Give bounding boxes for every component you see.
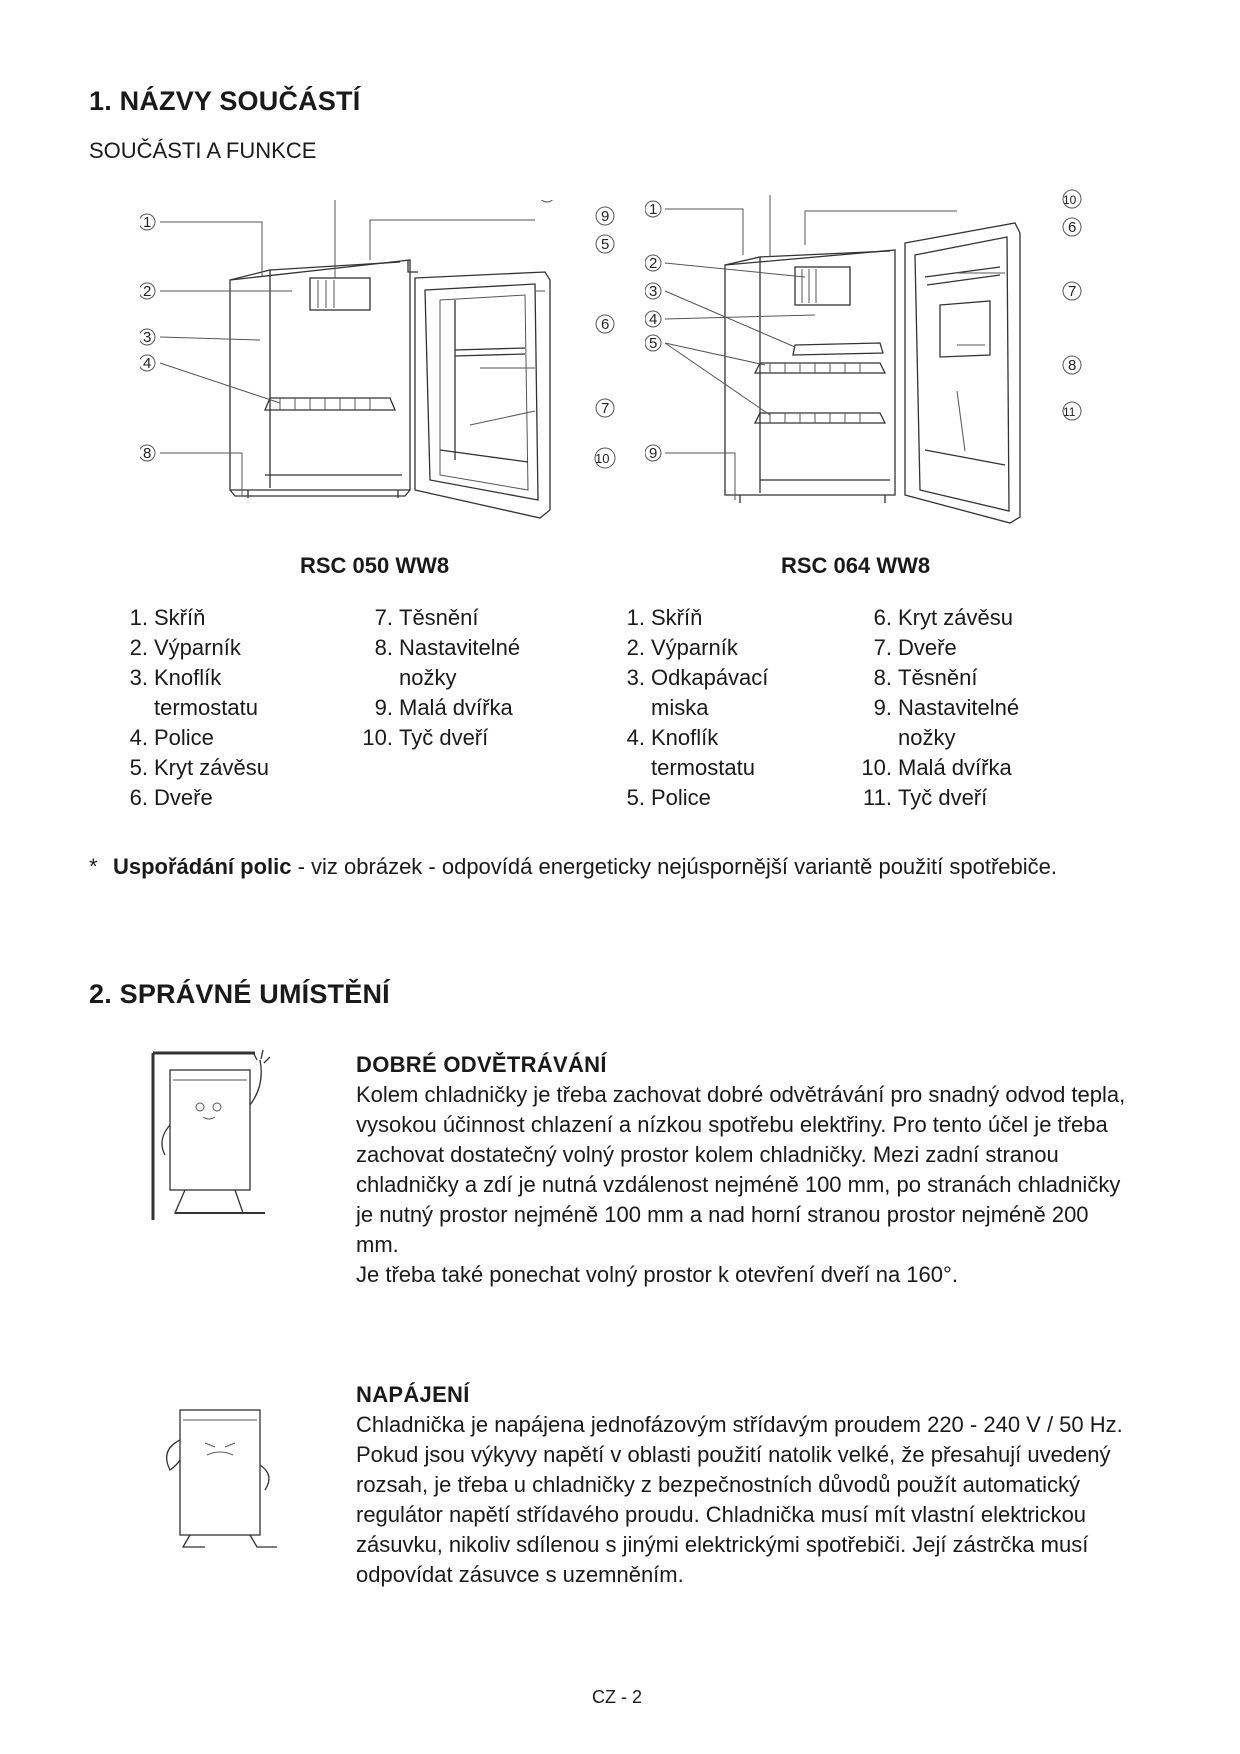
list-item: 10. Tyč dveří: [362, 725, 489, 750]
callout-r11: 11: [1063, 405, 1076, 419]
cabinet-drawing-2: [725, 223, 1020, 523]
fridge-diagram-rsc064-callouts: [1052, 185, 1096, 455]
fridge-power-illustration: [155, 1395, 285, 1555]
power-title: NAPÁJENÍ: [356, 1382, 470, 1407]
callout-r3: 3: [649, 283, 658, 300]
callout-r4: 4: [649, 311, 658, 328]
section1-title: 1. NÁZVY SOUČÁSTÍ: [89, 86, 361, 116]
callout-8: 8: [143, 445, 152, 462]
model-name-rsc064: RSC 064 WW8: [781, 553, 931, 578]
list-item: 10. Malá dvířka: [861, 755, 1012, 780]
list-item: 9. Malá dvířka: [374, 695, 513, 720]
model-name-rsc050: RSC 050 WW8: [300, 553, 450, 578]
callout-4: 4: [143, 355, 152, 372]
list-item: 11. Tyč dveří: [863, 785, 988, 810]
ventilation-text: Kolem chladničky je třeba zachovat dobré odvětrávání pro snadný odvod tepla, vysokou účinnost chlazení a nízkou spotřebu elektřiny. Pro tento účel je třeba zachovat dostatečný volný prostor kolem chladničky. Mezi zadní stranou chladničky a zdí je nutná vzdálenost nejméně 100 mm, po stranách chladničky je nutný prostor nejméně 100 mm a nad horní stranou prostor nejméně 200 mm. Je třeba také ponechat volný prostor k otevření dveří na 160°.: [356, 1082, 1126, 1287]
callout-r6: 6: [1068, 219, 1077, 236]
list-item: 9. Nastavitelné nožky: [873, 695, 1020, 750]
parts-list-rsc064-col2: [852, 603, 1092, 813]
list-item: 3. Knoflík termostatu: [129, 665, 258, 720]
list-item: 7. Těsnění: [374, 605, 479, 630]
list-item: 6. Kryt závěsu: [873, 605, 1013, 630]
list-item: 5. Police: [626, 785, 711, 810]
list-item: 8. Nastavitelné nožky: [374, 635, 521, 690]
power-text: Chladnička je napájena jednofázovým střídavým proudem 220 - 240 V / 50 Hz. Pokud jsou výkyvy napětí v oblasti použití natolik velké, že přesahují uvedený rozsah, je třeba u chladničky z bezpečnostních důvodů použít automatický regulátor napětí střídavého proudu. Chladnička musí mít vlastní elektrickou zásuvku, nikoliv sdílenou s jinými elektrickými spotřebiči. Její zástrčka musí odpovídat zásuvce s uzemněním.: [356, 1412, 1123, 1587]
left-callout-labels: [140, 200, 555, 462]
callout-1: 1: [143, 214, 152, 231]
callout-9: 9: [601, 208, 610, 225]
list-item: 2. Výparník: [626, 635, 738, 660]
list-item: 5. Kryt závěsu: [129, 755, 269, 780]
fridge-diagram-rsc050-callouts: [585, 200, 625, 480]
fridge-diagram-rsc050: [140, 200, 630, 530]
parts-list-rsc064-col1: [605, 603, 845, 813]
fridge-diagram-rsc064: [645, 195, 1095, 525]
list-item: 4. Knoflík termostatu: [626, 725, 755, 780]
list-item: 1. Skříň: [129, 605, 206, 630]
callout-6: 6: [601, 316, 610, 333]
list-item: 3. Odkapávací miska: [626, 665, 769, 720]
shelf-arrangement-note: * Uspořádání polic - viz obrázek - odpovídá energeticky nejúspornější variantě použití spotřebiče.: [89, 854, 1058, 879]
callout-r9: 9: [649, 445, 658, 462]
list-item: 6. Dveře: [129, 785, 213, 810]
parts-list-rsc050-col1: [108, 603, 348, 813]
right-diagram-left-callouts: [645, 201, 661, 462]
callout-7: 7: [601, 400, 610, 417]
callout-5: 5: [601, 236, 610, 253]
callout-r5: 5: [649, 335, 658, 352]
list-item: 4. Police: [129, 725, 214, 750]
callout-r8: 8: [1068, 357, 1077, 374]
callout-10: 10: [595, 451, 610, 466]
callout-r10: 10: [1063, 193, 1077, 207]
parts-list-rsc050-col2: [353, 603, 593, 753]
cabinet-drawing: [230, 260, 550, 518]
callout-r7: 7: [1068, 283, 1077, 300]
fridge-ventilation-illustration: [145, 1045, 285, 1225]
callout-2: 2: [143, 283, 152, 300]
callout-r2: 2: [649, 255, 658, 272]
list-item: 2. Výparník: [129, 635, 241, 660]
page-number: CZ - 2: [592, 1687, 643, 1707]
ventilation-title: DOBRÉ ODVĚTRÁVÁNÍ: [356, 1052, 607, 1077]
section2-title: 2. SPRÁVNÉ UMÍSTĚNÍ: [89, 979, 390, 1009]
list-item: 7. Dveře: [873, 635, 957, 660]
list-item: 1. Skříň: [626, 605, 703, 630]
callout-r1: 1: [649, 201, 658, 218]
list-item: 8. Těsnění: [873, 665, 978, 690]
section1-subtitle: SOUČÁSTI A FUNKCE: [89, 138, 317, 163]
callout-3: 3: [143, 329, 152, 346]
